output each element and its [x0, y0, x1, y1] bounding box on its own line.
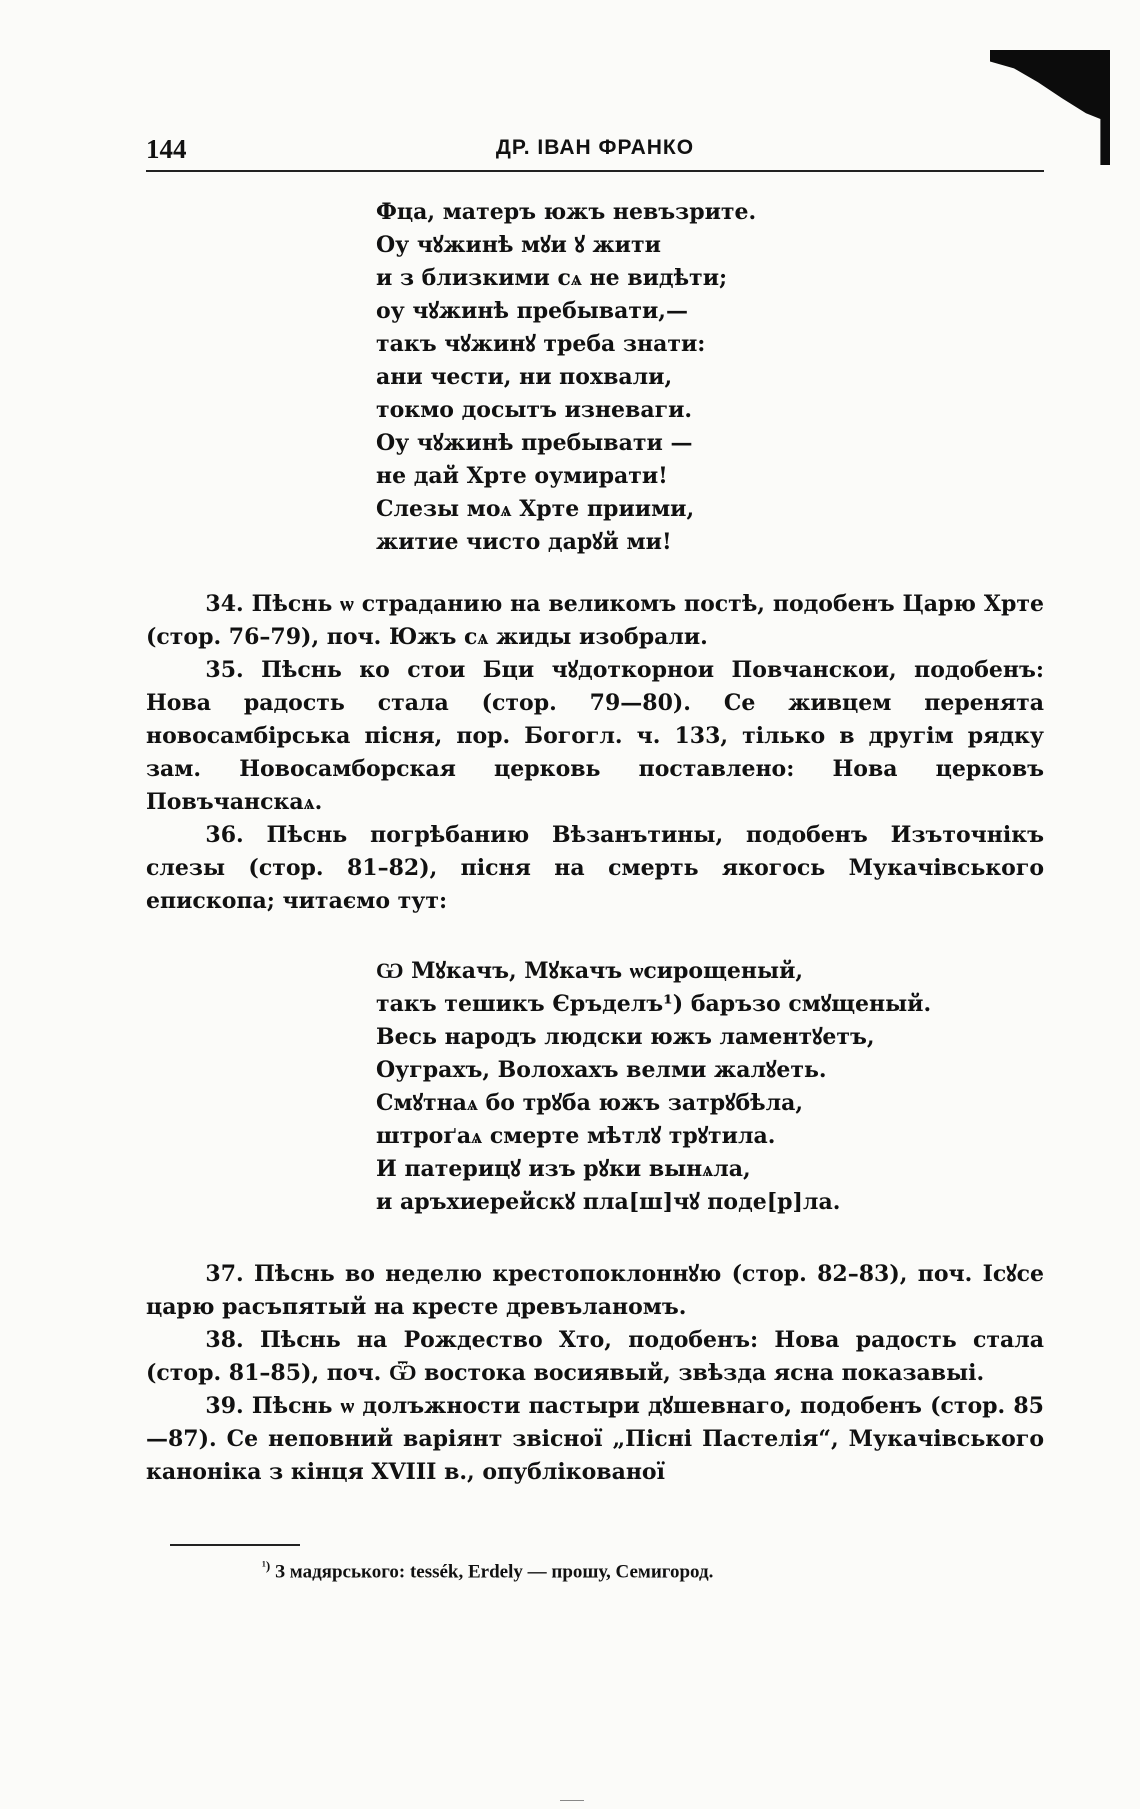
verse-line: и з близкими сѧ не видѣти;	[376, 265, 728, 291]
page-header	[146, 134, 1044, 172]
entry-35: 35. Пѣснь ко стои Бци чꙋдоткорнои Повчанскои, подобенъ: Нова радость стала (стор. 79—80). Се живцем перенята новосамбірська пісня, пор. Богогл. ч. 133, тілько в другім рядку зам. Новосамборская церковь поставлено: Нова церковъ Повъчанскаѧ.	[146, 657, 1044, 815]
verse-top	[376, 196, 756, 559]
verse-line: Фца, матеръ южъ невъзрите.	[376, 199, 757, 225]
verse-line: оу чꙋжинѣ пребывати,—	[376, 298, 688, 324]
verse-line: Слезы моѧ Хрте приими,	[376, 496, 695, 522]
verse-line: токмо досытъ изневаги.	[376, 397, 693, 423]
verse-line: не дай Хрте оумирати!	[376, 463, 668, 489]
verse-line: Оу чꙋжинѣ пребывати —	[376, 430, 693, 456]
footnote-marker: ¹)	[262, 1558, 271, 1573]
entry-39: 39. Пѣснь ѡ долъжности пастыри дꙋшевнаго, подобенъ (стор. 85—87). Се неповний варіянт звісної „Пісні Пастелія“, Мукачівського каноніка з кінця XVIII в., опублікованої	[146, 1393, 1044, 1485]
entry-34: 34. Пѣснь ѡ страданию на великомъ постѣ, подобенъ Царю Хрте (стор. 76–79), поч. Южъ сѧ жиды изобрали.	[146, 591, 1044, 650]
verse-bottom	[376, 955, 931, 1219]
verse-line: Ѡ Мꙋкачъ, Мꙋкачъ ѡсирощеный,	[376, 958, 804, 984]
page-number: 144	[146, 134, 187, 164]
verse-line: житие чисто дарꙋй ми!	[376, 529, 672, 555]
verse-line: Оуграхъ, Волохахъ велми жалꙋеть.	[376, 1057, 827, 1083]
entries-first	[146, 588, 1044, 918]
verse-line: такъ чꙋжинꙋ треба знати:	[376, 331, 706, 357]
entry-36: 36. Пѣснь погрѣбанию Вѣзанътины, подобенъ Изъточнікъ слезы (стор. 81–82), пісня на смерть якогось Мукачівського епископа; читаємо тут:	[146, 822, 1044, 914]
footnote	[262, 1558, 713, 1583]
verse-line: штроґаѧ смерте мѣтлꙋ трꙋтила.	[376, 1123, 776, 1149]
verse-line: и аръхиерейскꙋ пла[ш]чꙋ поде[р]ла.	[376, 1189, 841, 1215]
running-title: ДР. ІВАН ФРАНКО	[495, 136, 695, 159]
verse-line: И патерицꙋ изъ рꙋки вынѧла,	[376, 1156, 751, 1182]
verse-line: такъ тешикъ Єръделъ¹) баръзо смꙋщеный.	[376, 991, 932, 1017]
verse-line: Весь народъ людски южъ ламентꙋетъ,	[376, 1024, 875, 1050]
footnote-text: З мадярського: tessék, Erdely — прошу, Семигород.	[274, 1561, 714, 1583]
verse-line: Оу чꙋжинѣ мꙋи ꙋ жити	[376, 232, 661, 258]
entries-second	[146, 1258, 1044, 1489]
bottom-mark	[560, 1800, 584, 1801]
entry-37: 37. Пѣснь во неделю крестопоклоннꙋю (стор. 82–83), поч. Ісꙋсе царю расъпятый на кресте древъланомъ.	[146, 1261, 1044, 1320]
entry-38: 38. Пѣснь на Рождество Хто, подобенъ: Нова радость стала (стор. 81–85), поч. Ѿ востока восиявый, звѣзда ясна показавыі.	[146, 1327, 1044, 1386]
footnote-rule	[170, 1544, 300, 1546]
verse-line: Смꙋтнаѧ бо трꙋба южъ затрꙋбѣла,	[376, 1090, 804, 1116]
verse-line: ани чести, ни похвали,	[376, 364, 673, 390]
